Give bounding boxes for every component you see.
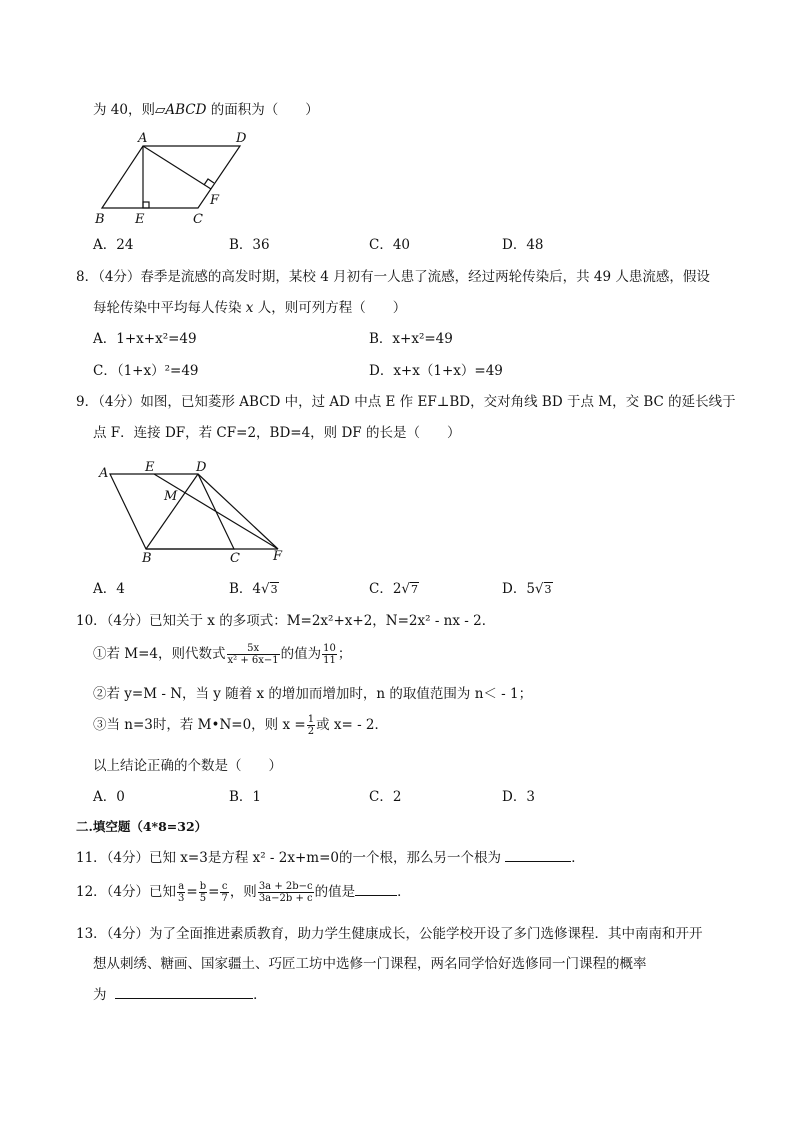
q12-pre: 12．（4分）已知 (76, 884, 177, 900)
q10-item1-pre: ①若 M=4，则代数式 (93, 646, 226, 662)
q10-option-d[interactable]: D．3 (502, 789, 535, 805)
denominator: 7 (221, 893, 228, 904)
parallelogram-symbol: ▱ (154, 102, 166, 118)
q12-mid: ，则 (229, 884, 257, 900)
q9-figure (90, 456, 290, 566)
denominator: 3 (178, 893, 185, 904)
q13-line-1: 13．（4分）为了全面推进素质教育，助力学生健康成长，公能学校开设了多门选修课程．其中南南和开开 (76, 926, 703, 942)
q10-option-c[interactable]: C．2 (369, 789, 402, 805)
numerator: b (199, 881, 207, 892)
label-b: B (95, 212, 105, 227)
label-b: B (142, 551, 152, 566)
q8-line-1: 8．（4分）春季是流感的高发时期，某校 4 月初有一人患了流感，经过两轮传染后，共 49 人患流感，假设 (76, 269, 710, 285)
q10-item-1 (93, 641, 351, 667)
q9-option-d-pre: D．5 (502, 581, 535, 597)
q8-option-a[interactable]: A．1+x+x²=49 (93, 331, 197, 347)
q8-line-2 (93, 299, 406, 317)
q7-tail-post: 的面积为（ ） (206, 102, 319, 118)
q13-line-2: 想从刺绣、糖画、国家疆土、巧匠工坊中选修一门课程，两名同学恰好选修同一门课程的概率 (93, 956, 647, 972)
q10-line-1: 10．（4分）已知关于 x 的多项式：M=2x²+x+2，N=2x² - nx - 2． (76, 613, 496, 629)
denominator: 2 (307, 726, 315, 737)
q11-pre: 11．（4分）已知 x=3是方程 x² - 2x+m=0的一个根，那么另一个根为 (76, 850, 501, 866)
numerator: 5x (227, 643, 280, 655)
q7-figure (90, 126, 260, 228)
q13-line3-post: ． (253, 987, 267, 1003)
q8-option-d[interactable]: D．x+x（1+x）=49 (369, 363, 503, 379)
q10-line-5: 以上结论正确的个数是（ ） (93, 758, 282, 774)
q8-line2-pre: 每轮传染中平均每人传染 (93, 300, 246, 316)
denominator: 3a−2b + c (258, 893, 313, 904)
q8-option-c[interactable]: C．（1+x）²=49 (93, 363, 199, 379)
q10-item3-pre: ③当 n=3时，若 M•N=0，则 x = (93, 717, 306, 733)
label-d: D (196, 460, 207, 475)
sqrt-sign: √7 (401, 581, 419, 597)
radicand: 3 (270, 583, 278, 596)
radicand: 3 (544, 583, 552, 596)
fraction (199, 881, 207, 904)
numerator: 1 (307, 714, 315, 725)
q8-line2-post: 人，则可列方程（ ） (253, 300, 407, 316)
parallelogram-abcd (102, 146, 240, 208)
label-f: F (210, 193, 220, 208)
denominator: 11 (323, 655, 336, 666)
q10-item3-post: 或 x= - 2． (316, 717, 389, 733)
radicand: 7 (411, 583, 419, 596)
q7-option-c[interactable]: C．40 (369, 237, 411, 253)
q7-option-b[interactable]: B．36 (229, 237, 270, 253)
label-c: C (193, 212, 203, 227)
q7-tail-line (93, 101, 319, 119)
q8-line2-var: x (245, 300, 254, 316)
label-f: F (273, 549, 283, 564)
segment-df (198, 474, 278, 549)
q13-answer-blank[interactable] (115, 986, 253, 999)
q7-tail-var: ABCD (165, 102, 207, 118)
label-e: E (145, 460, 155, 475)
q13-line3-pre: 为 (93, 987, 107, 1003)
q12-answer-blank[interactable] (355, 883, 397, 896)
q12-post: 的值是 (314, 884, 356, 900)
q11-answer-blank[interactable] (505, 849, 571, 862)
fraction (258, 881, 314, 904)
q7-option-a[interactable]: A．24 (93, 237, 134, 253)
q10-option-a[interactable]: A．0 (93, 789, 125, 805)
q10-item1-post: ； (337, 646, 352, 662)
q9-option-a[interactable]: A．4 (93, 581, 125, 597)
q11-post: ． (571, 850, 585, 866)
label-e: E (135, 212, 145, 227)
fraction (307, 714, 315, 737)
numerator: 3a + 2b−c (258, 881, 313, 892)
label-a: A (138, 131, 148, 146)
q10-option-b[interactable]: B．1 (229, 789, 262, 805)
q9-line-1: 9．（4分）如图，已知菱形 ABCD 中，过 AD 中点 E 作 EF⊥BD，交对角线 BD 于点 M，交 BC 的延长线于 (76, 394, 736, 410)
right-angle-mark-e (143, 202, 149, 208)
section-heading: 二.填空题（4*8=32） (76, 819, 208, 834)
label-a: A (99, 466, 109, 481)
segment-af (143, 146, 211, 189)
label-d: D (236, 131, 247, 146)
q11-line (76, 849, 585, 867)
sqrt-sign: √3 (534, 581, 552, 597)
q9-line-2: 点 F．连接 DF，若 CF=2，BD=4，则 DF 的长是（ ） (93, 425, 461, 441)
q12-line: 12．（4分）已知 $\frac{a}{3}$ = $\frac{b}{5}$ = $\frac{c}{7}$ ，则 $\frac{3a + 2b-c}{3a-2b + c}$ 的值是 ． (76, 881, 411, 904)
q10-item-3 (93, 712, 388, 738)
q9-option-b[interactable] (229, 580, 279, 598)
q8-option-b[interactable]: B．x+x²=49 (369, 331, 453, 347)
q9-option-d[interactable] (502, 580, 553, 598)
label-m: M (164, 489, 178, 504)
q10-item-2: ②若 y=M - N，当 y 随着 x 的增加而增加时，n 的取值范围为 n＜ - 1； (93, 686, 533, 702)
numerator: 10 (323, 643, 336, 654)
q7-option-d[interactable]: D．48 (502, 237, 544, 253)
numerator: c (221, 881, 228, 892)
numerator: a (178, 881, 185, 892)
sqrt-sign: √3 (261, 581, 278, 597)
fraction (177, 881, 185, 904)
right-angle-mark-f (204, 179, 214, 185)
fraction (220, 881, 228, 904)
denominator: x² + 6x−1 (227, 655, 279, 666)
q9-option-c[interactable] (369, 580, 419, 598)
q9-option-b-pre: B．4 (229, 581, 262, 597)
label-c: C (230, 551, 240, 566)
q12-end: ． (397, 884, 411, 900)
q7-tail-pre: 为 40，则 (93, 102, 155, 118)
fraction (322, 643, 337, 666)
q9-option-c-pre: C．2 (369, 581, 402, 597)
q13-line-3 (93, 986, 267, 1004)
denominator: 5 (199, 893, 207, 904)
fraction (227, 643, 280, 666)
q10-item1-mid: 的值为 (280, 646, 322, 662)
